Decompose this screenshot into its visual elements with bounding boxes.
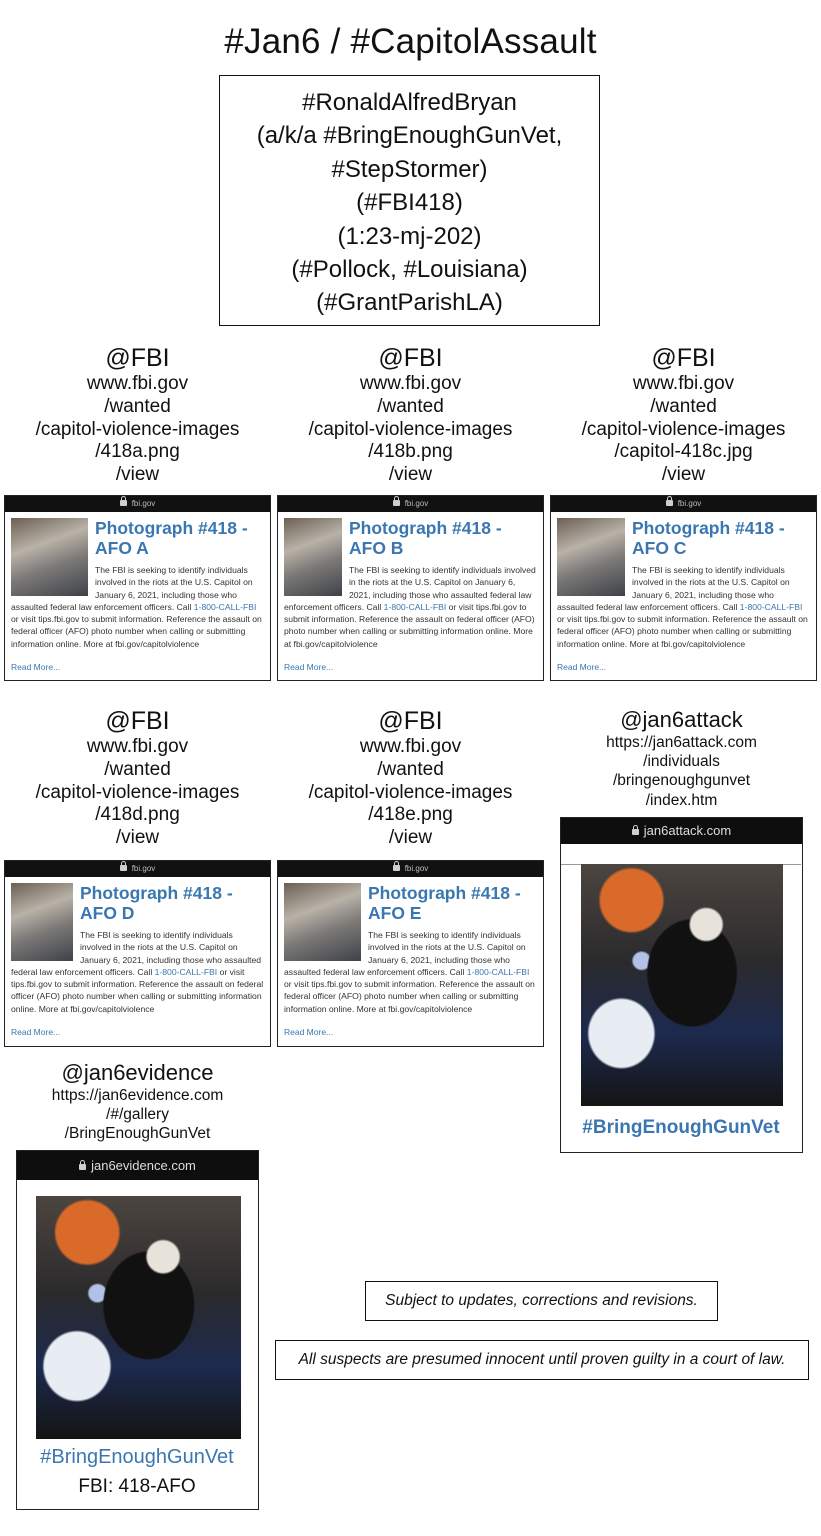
phone-link[interactable]: 1-800-CALL-FBI: [193, 601, 257, 612]
source-handle: @jan6evidence: [61, 1060, 214, 1085]
domain-text: fbi.gov: [404, 864, 429, 873]
source-url-line[interactable]: /wanted: [650, 395, 717, 417]
domain-text: fbi.gov: [404, 499, 429, 508]
source-handle: @FBI: [378, 707, 443, 735]
browser-address-bar: [17, 1151, 258, 1180]
source-url-line[interactable]: www.fbi.gov: [632, 373, 735, 394]
source-url-line[interactable]: /view: [388, 464, 433, 486]
browser-address-bar: [5, 496, 270, 512]
suspect-photo: [284, 883, 361, 961]
source-handle: @jan6attack: [620, 707, 743, 732]
hashtag-link[interactable]: #BringEnoughGunVet: [40, 1446, 234, 1468]
description-text: The FBI is seeking to identify individuals involved in the riots at the U.S. Capitol on January 6, 2021, including those who assaulted federal law enforcement officers. Call: [11, 930, 262, 977]
description-text: The FBI is seeking to identify individuals involved in the riots at the U.S. Capitol on January 6, 2021, including those who assaulted federal law enforcement officers. Call: [284, 565, 536, 612]
photo-title-line: AFO C: [632, 538, 687, 558]
lock-icon: [632, 829, 639, 835]
source-url-line[interactable]: /418b.png: [368, 441, 453, 463]
crowd-photo: [581, 864, 783, 1106]
domain-text: jan6evidence.com: [91, 1158, 196, 1173]
phone-link[interactable]: 1-800-CALL-FBI: [154, 966, 218, 977]
fbi-source-c: [550, 343, 817, 487]
photo-title-line: Photograph #418 -: [349, 518, 502, 538]
domain-text: fbi.gov: [131, 864, 156, 873]
source-url-line[interactable]: /wanted: [104, 395, 171, 417]
suspect-photo: [11, 883, 73, 961]
browser-address-bar: [5, 861, 270, 877]
hashtag-link[interactable]: #BringEnoughGunVet: [582, 1117, 780, 1138]
lock-icon: [120, 500, 127, 506]
fbi-id-caption: FBI: 418-AFO: [78, 1476, 196, 1497]
source-url-line[interactable]: /individuals: [643, 753, 720, 771]
innocence-note: All suspects are presumed innocent until proven guilty in a court of law.: [275, 1340, 809, 1380]
fbi-card-afo-c[interactable]: [550, 495, 817, 681]
lock-icon: [666, 500, 673, 506]
read-more-link[interactable]: Read More...: [284, 1027, 334, 1037]
photo-title-line: AFO A: [95, 538, 149, 558]
subject-line: (#FBI418): [356, 189, 463, 217]
source-url-line[interactable]: /bringenoughgunvet: [612, 772, 751, 790]
suspect-photo: [557, 518, 625, 596]
photo-title-line: Photograph #418 -: [80, 883, 233, 903]
description-text: or visit tips.fbi.gov to submit information. Reference the assault on federal officer (AFO) photo number when calling or submitting information online. More at fbi.gov/capitolviolence: [11, 966, 264, 1014]
browser-address-bar: [561, 818, 802, 844]
lock-icon: [393, 865, 400, 871]
source-url-line[interactable]: /wanted: [377, 758, 444, 780]
description-text: or visit tips.fbi.gov to submit information. Reference the assault on federal officer (AFO) photo number when calling or submitting information online. More at fbi.gov/capitolviolence: [557, 614, 808, 649]
subject-line: (#Pollock, #Louisiana): [291, 256, 528, 284]
source-url-line[interactable]: /418a.png: [95, 441, 180, 463]
source-url-line[interactable]: /capitol-418c.jpg: [614, 441, 753, 463]
source-url-line[interactable]: /418d.png: [95, 804, 180, 826]
fbi-card-afo-a[interactable]: [4, 495, 271, 681]
source-url-line[interactable]: /capitol-violence-images: [35, 781, 240, 803]
source-url-line[interactable]: www.fbi.gov: [86, 736, 189, 757]
source-handle: @FBI: [105, 707, 170, 735]
jan6evidence-card[interactable]: [16, 1150, 259, 1510]
photo-title-line: Photograph #418 -: [368, 883, 521, 903]
browser-address-bar: [278, 861, 543, 877]
read-more-link[interactable]: Read More...: [11, 1027, 61, 1037]
subject-line: (1:23-mj-202): [337, 222, 482, 250]
subject-line: #StepStormer): [331, 155, 488, 183]
fbi-source-a: [4, 343, 271, 487]
description-text: The FBI is seeking to identify individuals involved in the riots at the U.S. Capitol on January 6, 2021, including those who assaulted federal law enforcement officers. Call: [11, 565, 253, 612]
subject-line: (#GrantParishLA): [316, 289, 503, 317]
source-url-line[interactable]: www.fbi.gov: [359, 373, 462, 394]
photo-title-line: AFO D: [80, 903, 135, 923]
source-url-line[interactable]: www.fbi.gov: [359, 736, 462, 757]
jan6attack-card[interactable]: [560, 817, 803, 1153]
domain-text: fbi.gov: [131, 499, 156, 508]
browser-address-bar: [551, 496, 816, 512]
read-more-link[interactable]: Read More...: [284, 662, 334, 672]
source-url-line[interactable]: /capitol-violence-images: [308, 781, 513, 803]
source-url-line[interactable]: /capitol-violence-images: [581, 418, 786, 440]
subject-line: (a/k/a #BringEnoughGunVet,: [256, 122, 563, 150]
phone-link[interactable]: 1-800-CALL-FBI: [739, 601, 803, 612]
fbi-source-d: [4, 706, 271, 850]
photo-title-line: AFO B: [349, 538, 404, 558]
crowd-photo: [36, 1196, 241, 1439]
fbi-source-e: [277, 706, 544, 850]
domain-text: jan6attack.com: [643, 823, 732, 838]
read-more-link[interactable]: Read More...: [11, 662, 61, 672]
suspect-photo: [284, 518, 342, 596]
photo-title-line: AFO E: [368, 903, 422, 923]
source-url-line[interactable]: /view: [115, 464, 160, 486]
jan6attack-source: [560, 707, 803, 810]
description-text: or visit tips.fbi.gov to submit information. Reference the assault on federal officer (AFO) photo number when calling or submitting information online. More at fbi.gov/capitolviolence: [284, 601, 535, 649]
source-url-line[interactable]: www.fbi.gov: [86, 373, 189, 394]
source-url-line[interactable]: /view: [661, 464, 706, 486]
photo-title-line: Photograph #418 -: [632, 518, 785, 538]
source-url-line[interactable]: /418e.png: [368, 804, 453, 826]
suspect-photo: [11, 518, 88, 596]
fbi-source-b: [277, 343, 544, 487]
phone-link[interactable]: 1-800-CALL-FBI: [383, 601, 447, 612]
lock-icon: [120, 865, 127, 871]
page-title: #Jan6 / #CapitolAssault: [224, 22, 597, 61]
source-handle: @FBI: [651, 344, 716, 372]
updates-note: Subject to updates, corrections and revisions.: [365, 1281, 718, 1321]
source-url-line[interactable]: /wanted: [377, 395, 444, 417]
lock-icon: [393, 500, 400, 506]
subject-box: [219, 75, 600, 326]
fbi-card-afo-b[interactable]: [277, 495, 544, 681]
read-more-link[interactable]: Read More...: [557, 662, 607, 672]
source-url-line[interactable]: /index.htm: [645, 791, 718, 809]
lock-icon: [79, 1164, 86, 1170]
source-url-line[interactable]: /capitol-violence-images: [35, 418, 240, 440]
fbi-card-afo-e[interactable]: [277, 860, 544, 1047]
description-text: or visit tips.fbi.gov to submit information. Reference the assault on federal officer (AFO) photo number when calling or submitting information online. More at fbi.gov/capitolviolence: [11, 614, 262, 649]
source-url-line[interactable]: /view: [388, 827, 433, 849]
source-url-line[interactable]: /capitol-violence-images: [308, 418, 513, 440]
source-url-line[interactable]: /BringEnoughGunVet: [64, 1125, 211, 1143]
description-text: or visit tips.fbi.gov to submit information. Reference the assault on federal officer (AFO) photo number when calling or submitting information online. More at fbi.gov/capitolviolence: [284, 979, 535, 1014]
description-text: The FBI is seeking to identify individuals involved in the riots at the U.S. Capitol on January 6, 2021, including those who assaulted federal law enforcement officers. Call: [284, 930, 526, 977]
browser-address-bar: [278, 496, 543, 512]
source-handle: @FBI: [105, 344, 170, 372]
source-url-line[interactable]: /wanted: [104, 758, 171, 780]
source-handle: @FBI: [378, 344, 443, 372]
phone-link[interactable]: 1-800-CALL-FBI: [466, 966, 530, 977]
subject-line: #RonaldAlfredBryan: [302, 89, 517, 116]
jan6evidence-source: [16, 1060, 259, 1144]
fbi-card-afo-d[interactable]: [4, 860, 271, 1047]
domain-text: fbi.gov: [677, 499, 702, 508]
source-url-line[interactable]: /view: [115, 827, 160, 849]
source-url-line[interactable]: https://jan6attack.com: [606, 734, 757, 751]
source-url-line[interactable]: /#/gallery: [106, 1106, 169, 1124]
photo-title-line: Photograph #418 -: [95, 518, 248, 538]
description-text: The FBI is seeking to identify individuals involved in the riots at the U.S. Capitol on January 6, 2021, including those who assaulted federal law enforcement officers. Call: [557, 565, 790, 612]
page-header-strip: [561, 844, 801, 865]
source-url-line[interactable]: https://jan6evidence.com: [51, 1087, 224, 1104]
